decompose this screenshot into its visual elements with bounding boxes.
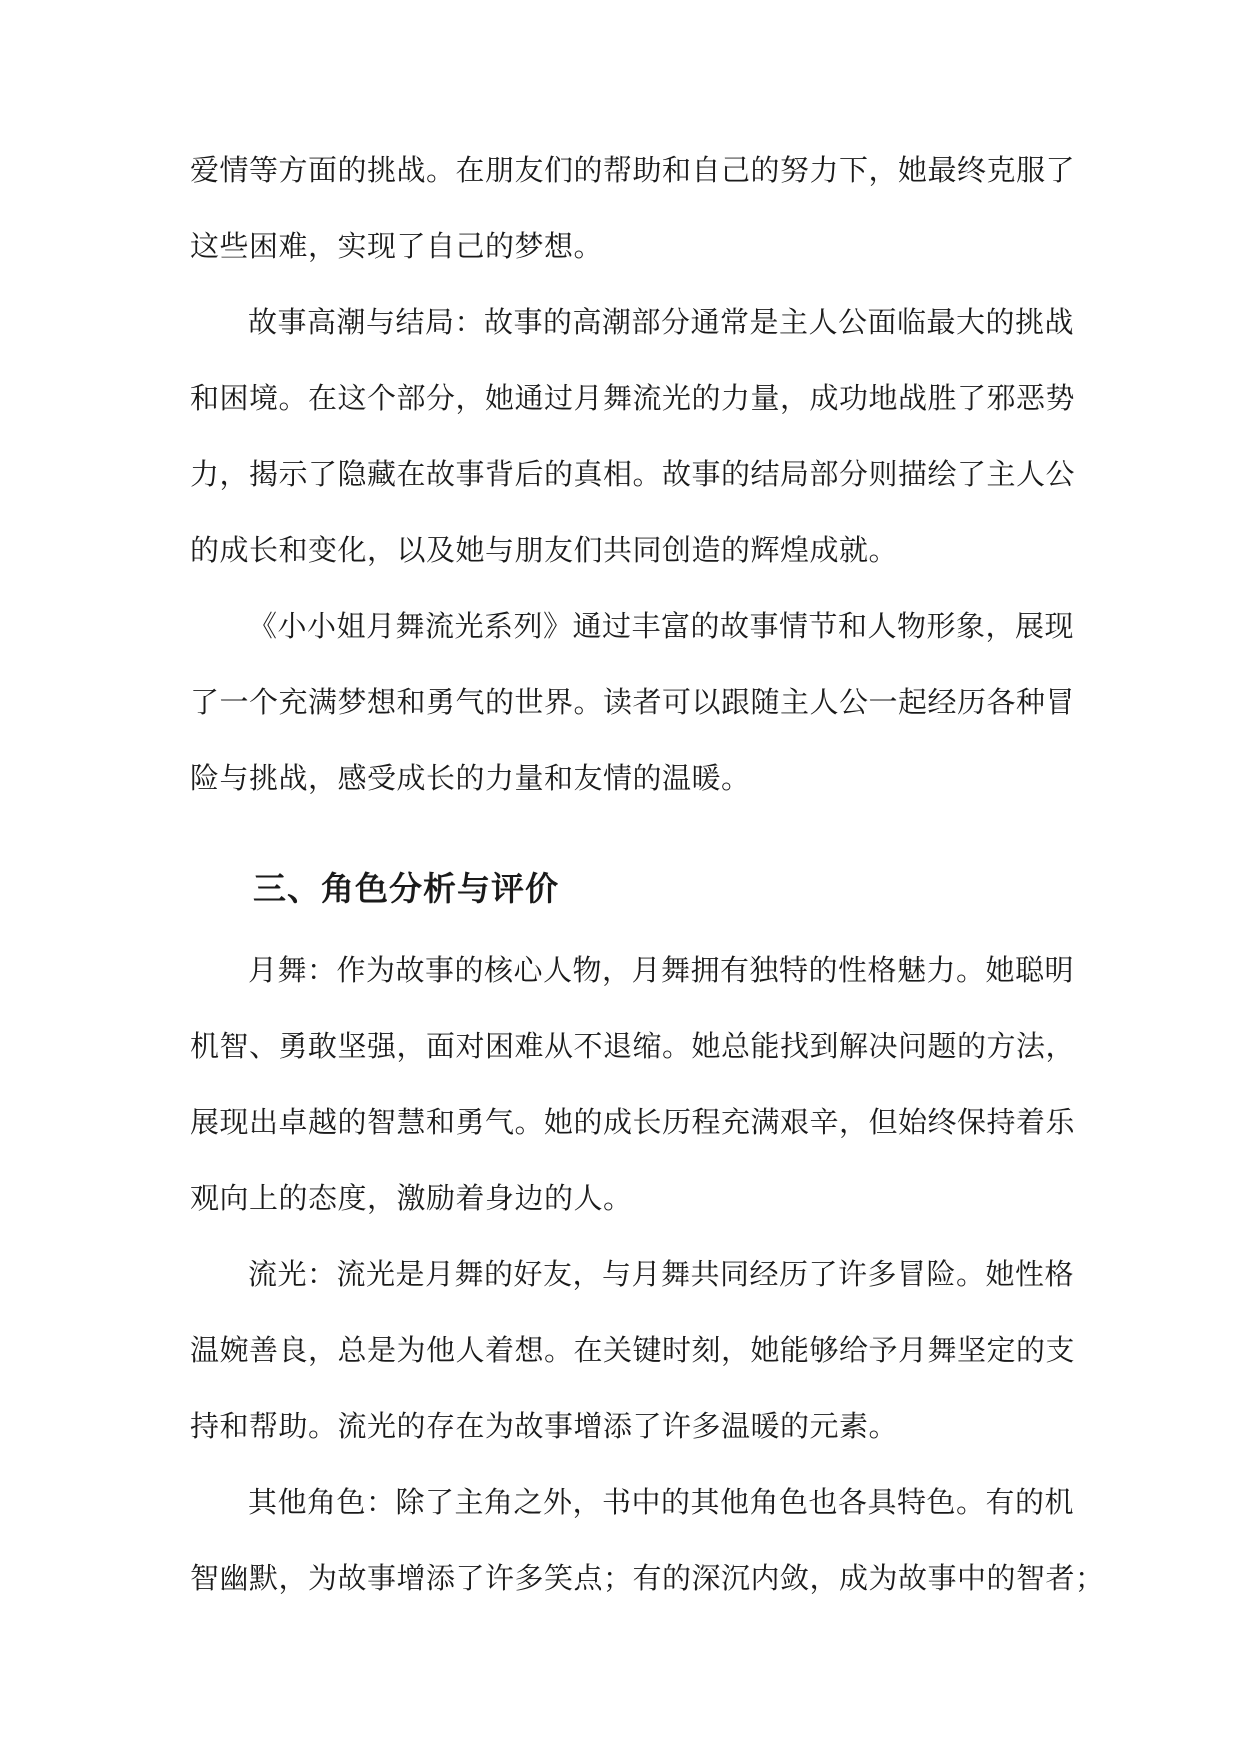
paragraph-line: 其他角色：除了主角之外，书中的其他角色也各具特色。有的机 <box>248 1485 1075 1519</box>
paragraph-line: 月舞：作为故事的核心人物，月舞拥有独特的性格魅力。她聪明 <box>248 953 1075 987</box>
paragraph-line: 爱情等方面的挑战。在朋友们的帮助和自己的努力下，她最终克服了 <box>190 153 1076 187</box>
paragraph-line: 持和帮助。流光的存在为故事增添了许多温暖的元素。 <box>190 1409 899 1443</box>
paragraph-line: 流光：流光是月舞的好友，与月舞共同经历了许多冒险。她性格 <box>248 1257 1075 1291</box>
paragraph-line: 展现出卓越的智慧和勇气。她的成长历程充满艰辛，但始终保持着乐 <box>190 1105 1076 1139</box>
paragraph-line: 力，揭示了隐藏在故事背后的真相。故事的结局部分则描绘了主人公 <box>190 457 1076 491</box>
paragraph-line: 《小小姐月舞流光系列》通过丰富的故事情节和人物形象，展现 <box>248 609 1075 643</box>
paragraph-line: 的成长和变化，以及她与朋友们共同创造的辉煌成就。 <box>190 533 899 567</box>
paragraph-line: 这些困难，实现了自己的梦想。 <box>190 229 604 263</box>
paragraph-line: 了一个充满梦想和勇气的世界。读者可以跟随主人公一起经历各种冒 <box>190 685 1076 719</box>
paragraph-line: 机智、勇敢坚强，面对困难从不退缩。她总能找到解决问题的方法， <box>190 1029 1076 1063</box>
paragraph-line: 和困境。在这个部分，她通过月舞流光的力量，成功地战胜了邪恶势 <box>190 381 1076 415</box>
paragraph-line: 温婉善良，总是为他人着想。在关键时刻，她能够给予月舞坚定的支 <box>190 1333 1076 1367</box>
paragraph-line: 观向上的态度，激励着身边的人。 <box>190 1181 633 1215</box>
section-heading: 三、角色分析与评价 <box>253 869 559 908</box>
paragraph-line: 故事高潮与结局：故事的高潮部分通常是主人公面临最大的挑战 <box>248 305 1075 339</box>
paragraph-line: 险与挑战，感受成长的力量和友情的温暖。 <box>190 761 751 795</box>
paragraph-line: 智幽默，为故事增添了许多笑点；有的深沉内敛，成为故事中的智者； <box>190 1561 1105 1595</box>
